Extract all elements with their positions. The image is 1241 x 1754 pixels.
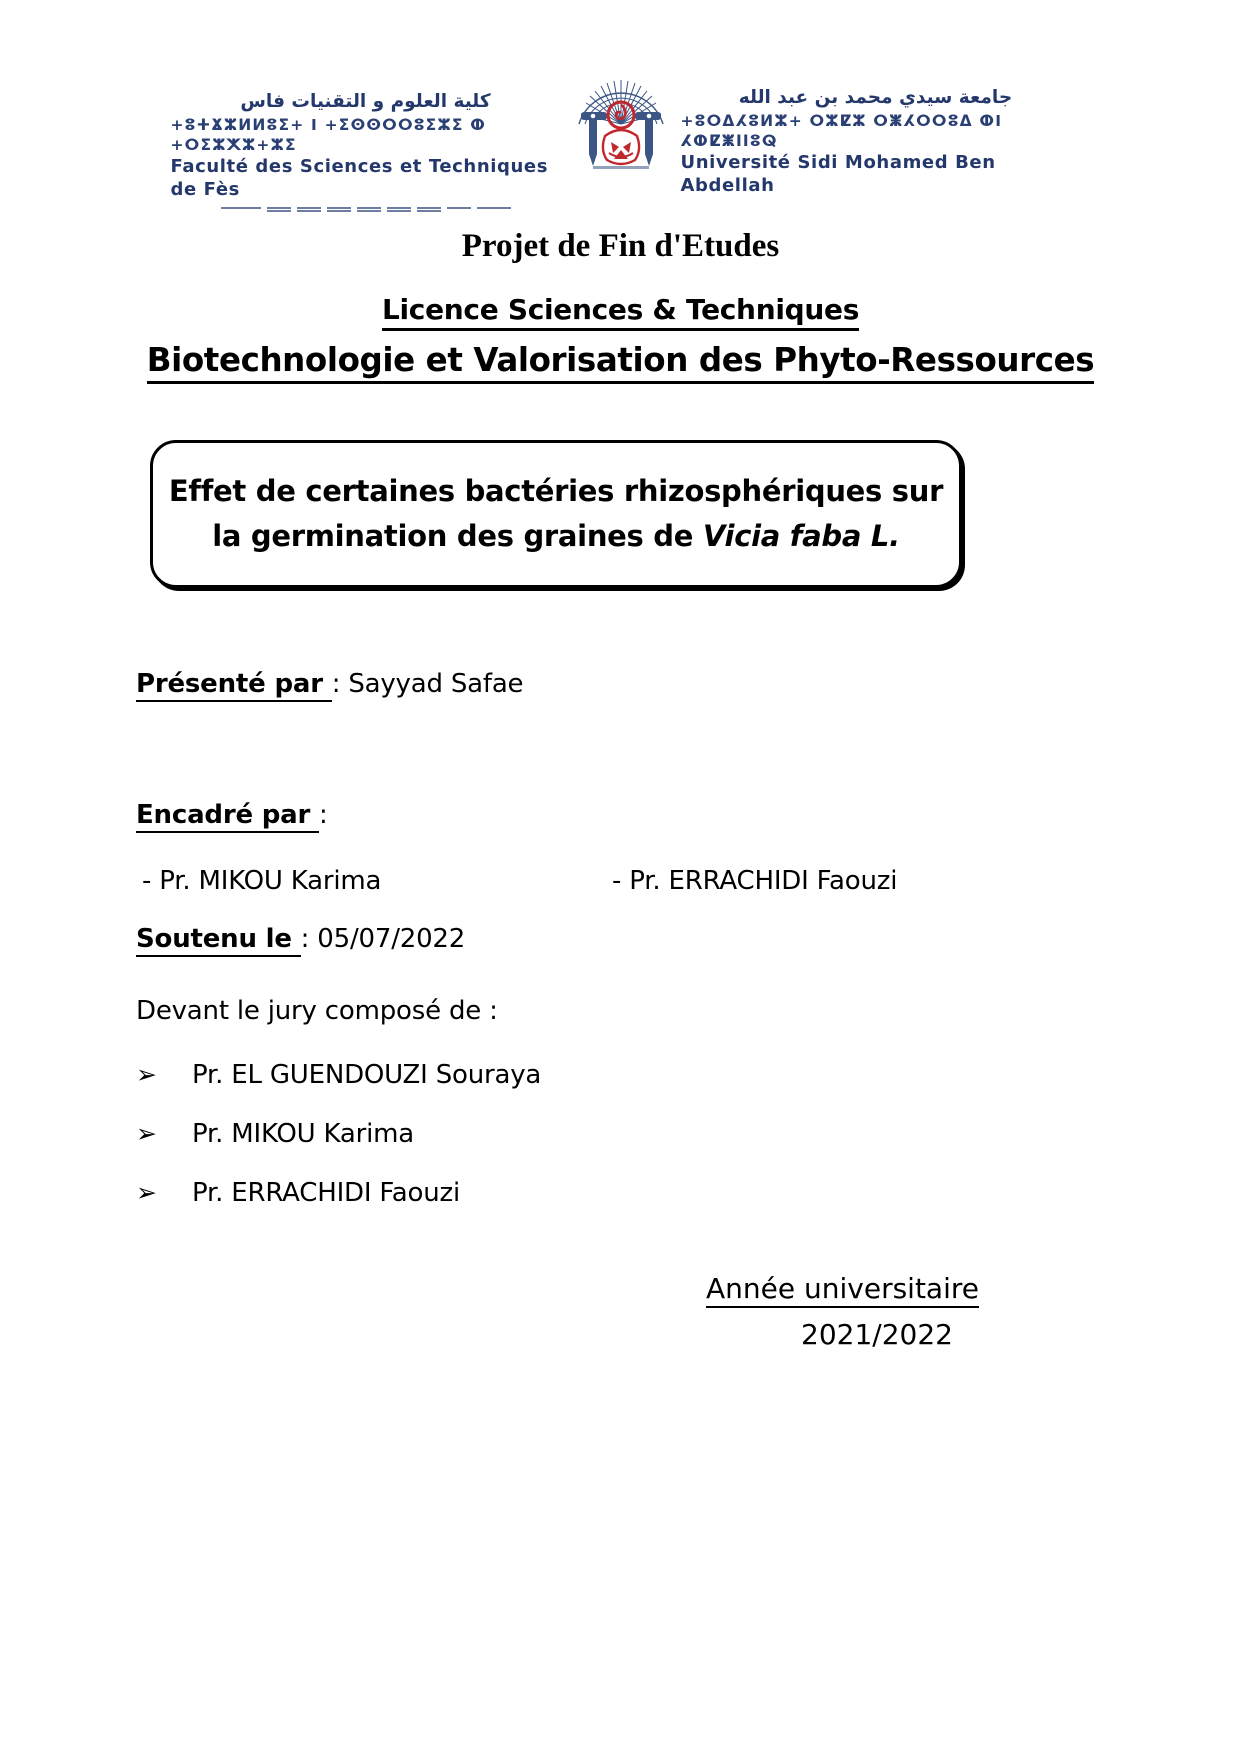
- arrow-bullet-icon: ➢: [136, 1119, 157, 1148]
- jury-members-list: [136, 1060, 956, 1237]
- supervisors-list: [136, 866, 1096, 896]
- faculty-name-french: Faculté des Sciences et Techniques de Fès: [170, 156, 549, 200]
- academic-year-label: Année universitaire: [706, 1272, 979, 1308]
- defense-date-row: [136, 924, 465, 954]
- supervision-label: Encadré par: [136, 800, 319, 833]
- subject-line-2-prefix: la germination des graines de: [212, 519, 703, 553]
- university-logo: [561, 58, 681, 173]
- academic-year-footer: [0, 1272, 1241, 1351]
- supervisor-item: - Pr. MIKOU Karima: [142, 866, 382, 896]
- jury-member-row: [136, 1178, 956, 1237]
- page-header: [0, 58, 1241, 200]
- arrow-bullet-icon: ➢: [136, 1178, 157, 1207]
- program-title: [0, 341, 1241, 379]
- defense-separator: :: [300, 924, 318, 954]
- supervision-separator: :: [318, 800, 328, 830]
- university-name-tifinagh: +ⵓⵔⵠⵃⵓⵍⵣ+ ⵔⵣⵇⵣ ⵔⵥⵃⵔⵔⵓⵠ ⵀI ⵃⵀⵇⵥⵏⵏⵓⵕ: [680, 112, 1003, 151]
- thesis-subject-box: [150, 440, 962, 588]
- jury-member-name: Pr. MIKOU Karima: [192, 1119, 415, 1149]
- defense-label: Soutenu le: [136, 924, 301, 957]
- program-title-text: Biotechnologie et Valorisation des Phyto-Ressources: [147, 341, 1094, 384]
- author-separator: :: [331, 669, 349, 699]
- jury-member-row: [136, 1119, 956, 1178]
- usmba-logo-graphic: [569, 58, 673, 173]
- jury-member-row: [136, 1060, 956, 1119]
- faculty-name-arabic: كلية العلوم و التقنيات فاس: [240, 91, 491, 112]
- university-name-arabic: جامعة سيدي محمد بن عبد الله: [738, 87, 1013, 108]
- degree-title: [0, 293, 1241, 326]
- jury-member-name: Pr. EL GUENDOUZI Souraya: [192, 1060, 542, 1090]
- faculty-identity-block: [171, 58, 561, 212]
- supervision-row: [136, 800, 328, 830]
- supervisor-item: - Pr. ERRACHIDI Faouzi: [612, 866, 898, 896]
- project-type-title: Projet de Fin d'Etudes: [461, 228, 780, 264]
- degree-title-text: Licence Sciences & Techniques: [382, 293, 859, 331]
- defense-date: 05/07/2022: [317, 924, 466, 954]
- academic-year-value: 2021/2022: [801, 1318, 953, 1351]
- author-name: Sayyad Safae: [348, 669, 524, 699]
- subject-line-1: Effet de certaines bactéries rhizosphériques sur: [168, 474, 944, 509]
- author-row: [136, 669, 523, 699]
- author-label: Présenté par: [136, 669, 332, 702]
- university-identity-block: [681, 58, 1071, 197]
- faculty-name-tifinagh: +ⵓⵜⴴⵣⵍⵍⵓⵉ+ I +ⵉⵙⵙⵔⵔⵓⵉⵣⵉ ⵀ +ⵔⵉⵣⵅⵣ+ⵣⵉ: [170, 116, 487, 155]
- arrow-bullet-icon: ➢: [136, 1060, 157, 1089]
- jury-member-name: Pr. ERRACHIDI Faouzi: [192, 1178, 460, 1208]
- subject-line-2: [212, 514, 900, 559]
- species-name: Vicia faba L.: [702, 519, 900, 553]
- header-dashed-rule-left: [221, 206, 511, 212]
- academic-year-label-wrap: [0, 1272, 979, 1308]
- jury-intro-text: Devant le jury composé de :: [136, 996, 498, 1026]
- university-name-french: Université Sidi Mohamed Ben Abdellah: [680, 152, 996, 196]
